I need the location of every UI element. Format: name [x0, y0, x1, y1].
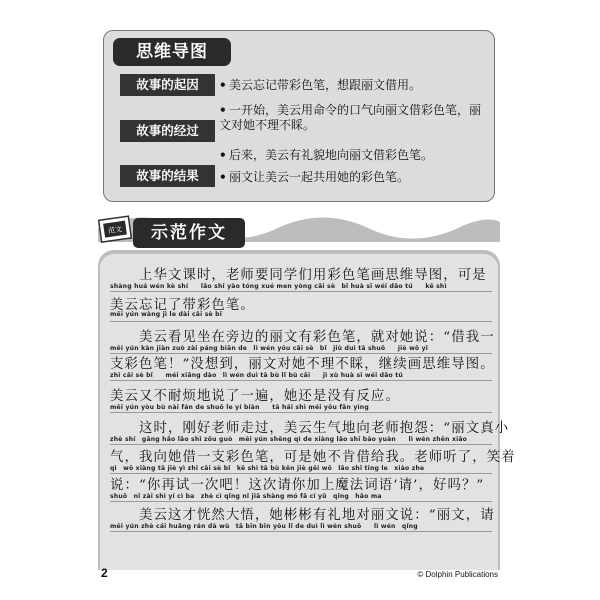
essay-line	[110, 417, 510, 445]
essay-hanzi: 美云这才恍然大悟，她彬彬有礼地对丽文说：“丽文，请	[110, 508, 495, 523]
mind-map-bullet: • 美云忘记带彩色笔，想跟丽文借用。	[219, 78, 422, 92]
essay-line	[110, 264, 492, 292]
section-title: 示范作文	[133, 218, 245, 248]
essay-pinyin: shàng huá wén kè shí lǎo shī yào tóng xué men yòng cǎi sè bǐ huà sī wéi dǎo tú kě shì	[110, 283, 447, 290]
book-icon	[98, 214, 134, 244]
essay-pinyin: měi yún kàn jiàn zuò zài páng biān de lì wén yǒu cǎi sè bǐ jiù duì tā shuō jiè wǒ yī	[110, 345, 429, 352]
essay-pinyin: zhī cǎi sè bǐ méi xiǎng dào lì wén duì tā bù lǐ bù cǎi jì xù huà sī wéi dǎo tú	[110, 372, 403, 379]
essay-line	[110, 294, 492, 322]
essay-pinyin: qì wǒ xiàng tā jiè yì zhī cǎi sè bǐ kě shì tā bù kěn jiè gěi wǒ lǎo shī tīng le xiào zhe	[110, 465, 425, 472]
essay-hanzi: 美云又不耐烦地说了一遍，她还是没有反应。	[110, 389, 400, 404]
mind-map-bullet: • 一开始，美云用命令的口气向丽文借彩色笔，丽文对她不理不睬。	[219, 103, 482, 132]
essay-line	[110, 353, 495, 381]
essay-hanzi: 上华文课时，老师要同学们用彩色笔画思维导图，可是	[110, 268, 487, 283]
essay-line	[110, 446, 516, 474]
mind-map-label-cause: 故事的起因	[120, 74, 215, 96]
essay-pinyin: měi yún yòu bù nài fán de shuō le yí biàn tā hái shì méi yǒu fǎn yìng	[110, 404, 369, 411]
essay-hanzi: 美云忘记了带彩色笔。	[110, 298, 255, 313]
essay-hanzi: 美云看见坐在旁边的丽文有彩色笔，就对她说：“借我一	[110, 330, 495, 345]
essay-pinyin: měi yún wàng jì le dài cǎi sè bǐ	[110, 311, 223, 318]
essay-hanzi: 支彩色笔！”没想到，丽文对她不理不睬，继续画思维导图。	[110, 357, 495, 372]
essay-pinyin: shuō nǐ zài shì yí cì ba zhè cì qǐng nǐ jiā shàng mó fǎ cí yǔ qǐng hǎo ma	[110, 493, 382, 500]
mind-map-bullet: • 后来，美云有礼貌地向丽文借彩色笔。	[219, 148, 434, 162]
essay-line	[110, 504, 495, 532]
page-number: 2	[101, 566, 108, 580]
essay-pinyin: měi yún zhè cái huǎng rán dà wù tā bīn bīn yǒu lǐ de duì lì wén shuō lì wén qǐng	[110, 523, 418, 530]
mind-map-bullet: • 丽文让美云一起共用她的彩色笔。	[219, 170, 410, 184]
publisher-credit: © Dolphin Publications	[417, 570, 498, 579]
mind-map-label-process: 故事的经过	[120, 120, 215, 142]
essay-hanzi: 气，我向她借一支彩色笔，可是她不肯借给我。老师听了，笑着	[110, 450, 516, 465]
essay-line	[110, 385, 492, 413]
essay-hanzi: 这时，刚好老师走过，美云生气地向老师抱怨：“丽文真小	[110, 421, 510, 436]
essay-line	[110, 474, 492, 502]
essay-line	[110, 326, 495, 354]
book-label: 范文	[107, 225, 123, 236]
essay-pinyin: zhè shí gāng hǎo lǎo shī zǒu guò měi yún shēng qì de xiàng lǎo shī bào yuàn lì wén zhēn xiǎo	[110, 436, 468, 443]
mind-map-title: 思维导图	[113, 38, 231, 66]
essay-hanzi: 说：“你再试一次吧！这次请你加上魔法词语‘请’，好吗？”	[110, 478, 485, 493]
mind-map-label-result: 故事的结果	[120, 165, 215, 187]
